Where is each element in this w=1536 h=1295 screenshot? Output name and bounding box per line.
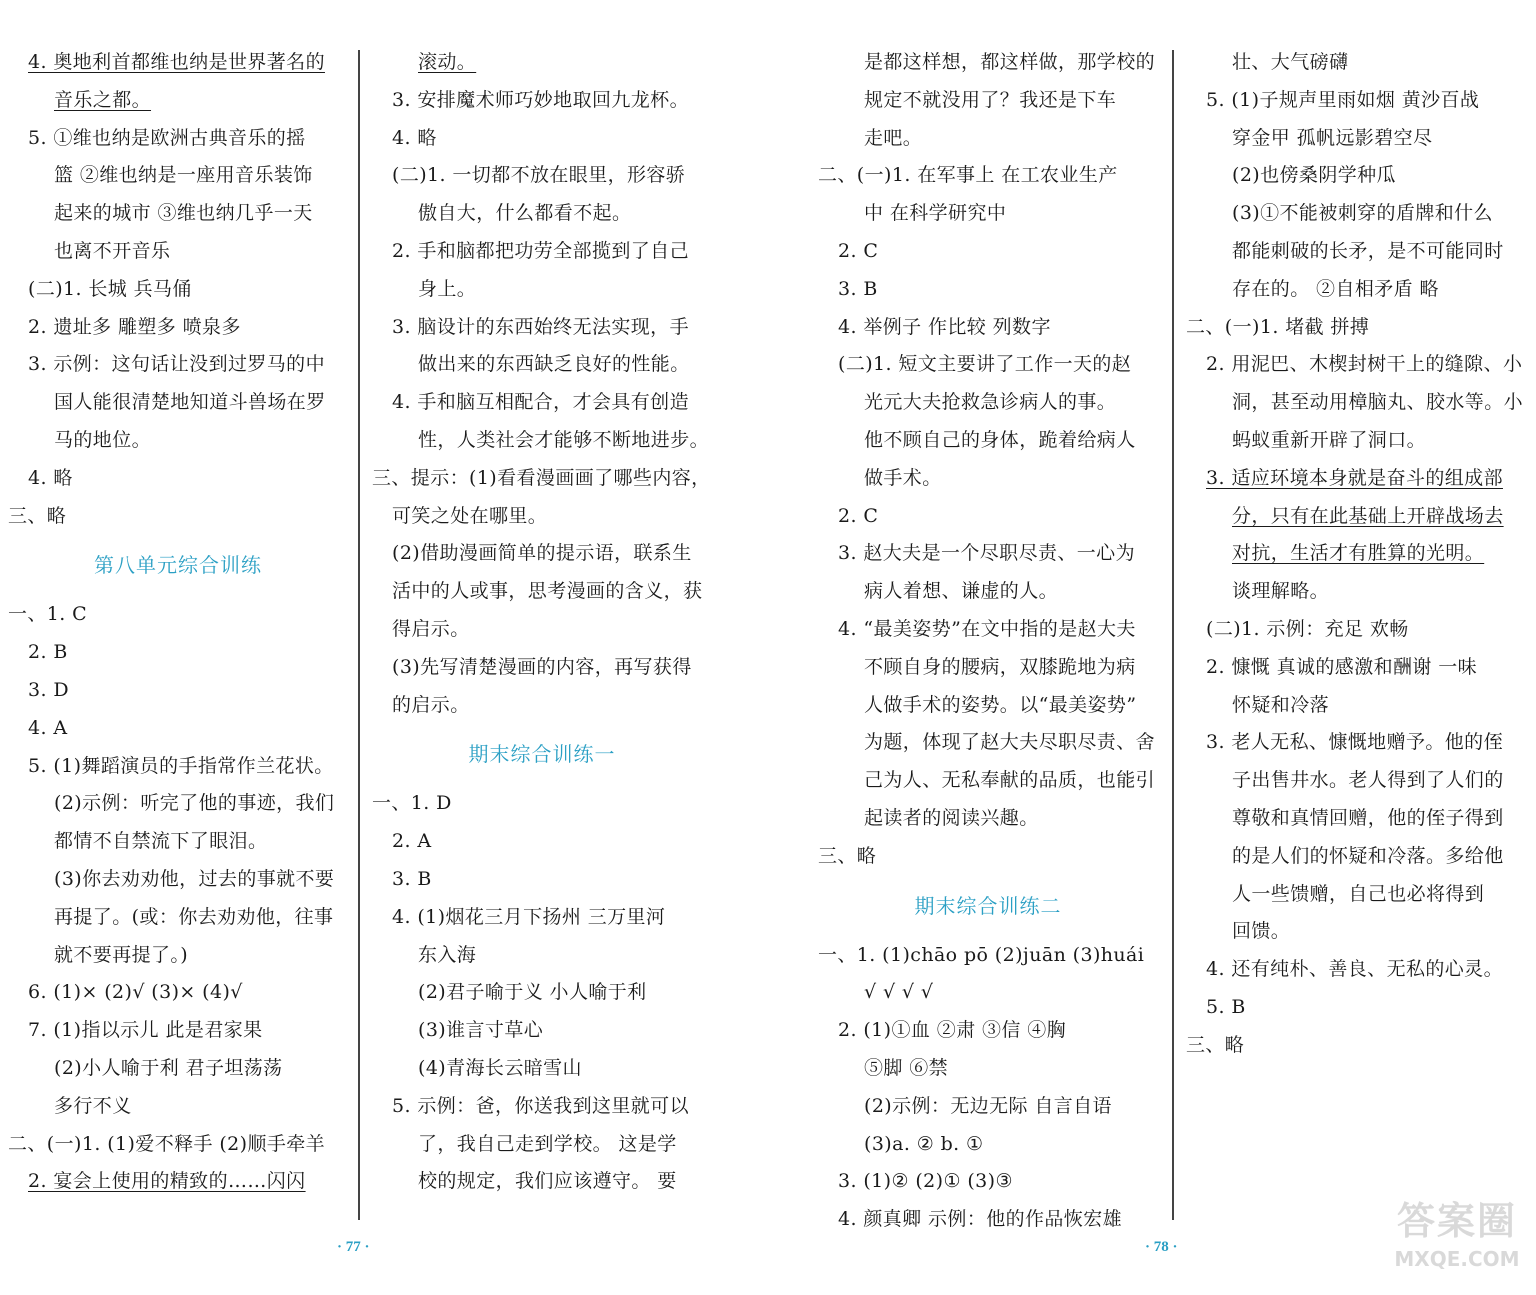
- answer-line: 穿金甲 孤帆远影碧空尽: [1232, 126, 1433, 149]
- answer-line: 5. 示例：爸，你送我到这里就可以: [392, 1094, 689, 1117]
- answer-line: 3. B: [392, 867, 432, 890]
- answer-line: 二、(一)1. 堵截 拼搏: [1186, 315, 1370, 338]
- answer-line: 三、略: [1186, 1033, 1245, 1056]
- answer-line: 做出来的东西缺乏良好的性能。: [418, 353, 690, 376]
- answer-line: 再提了。(或：你去劝劝他，往事: [54, 905, 334, 928]
- answer-line: 二、(一)1. (1)爱不释手 (2)顺手牵羊: [8, 1132, 326, 1155]
- answer-line: 活中的人或事，思考漫画的含义，获: [392, 580, 703, 603]
- answer-line: 3. 老人无私、慷慨地赠予。他的侄: [1206, 731, 1503, 754]
- answer-line: 三、提示：(1)看看漫画画了哪些内容，: [372, 466, 711, 489]
- answer-line: 3. 示例：这句话让没到过罗马的中: [28, 353, 325, 376]
- answer-line: 多行不义: [54, 1094, 132, 1117]
- answer-line: ⑤脚 ⑥禁: [864, 1056, 949, 1079]
- answer-line: (3)先写清楚漫画的内容，再写获得: [392, 655, 692, 678]
- answer-line: 的是人们的怀疑和冷落。多给他: [1232, 844, 1504, 867]
- answer-line: (3)谁言寸草心: [418, 1019, 544, 1042]
- answer-line: 6. (1)× (2)√ (3)× (4)√: [28, 981, 243, 1004]
- answer-line: (4)青海长云暗雪山: [418, 1056, 582, 1079]
- column-3: [818, 44, 1158, 1239]
- answer-line: 的启示。: [392, 693, 470, 716]
- answer-line: 是都这样想，都这样做，那学校的: [864, 51, 1156, 73]
- answer-line: 5. (1)舞蹈演员的手指常作兰花状。: [28, 754, 334, 777]
- answer-line: 7. (1)指以示儿 此是君家果: [28, 1019, 263, 1042]
- answer-line: 洞，甚至动用樟脑丸、胶水等。小: [1232, 391, 1524, 414]
- section-heading: 第八单元综合训练: [94, 553, 262, 578]
- answer-line: 谈理解略。: [1232, 580, 1330, 603]
- answer-line: 做手术。: [864, 466, 942, 489]
- answer-line: 4. 略: [392, 126, 437, 149]
- answer-line: 4. 手和脑互相配合，才会具有创造: [392, 391, 689, 414]
- answer-line: (2)小人喻于利 君子坦荡荡: [54, 1056, 283, 1079]
- answer-line: 2. 用泥巴、木楔封树干上的缝隙、小: [1206, 353, 1523, 376]
- answer-line: 己为人、无私奉献的品质，也能引: [864, 769, 1156, 792]
- answer-line: (2)示例：听完了他的事迹，我们: [54, 792, 335, 815]
- answer-line: 3. 安排魔术师巧妙地取回九龙杯。: [392, 88, 689, 111]
- answer-line: 2. C: [838, 504, 879, 527]
- answer-line: √ √ √ √: [864, 981, 934, 1004]
- answer-line: 得启示。: [392, 617, 470, 640]
- answer-line: 都情不自禁流下了眼泪。: [54, 830, 268, 853]
- answer-line: 3. B: [838, 277, 878, 300]
- answer-line: 子出售井水。老人得到了人们的: [1232, 769, 1504, 792]
- answer-line: 2. 慷慨 真诚的感激和酬谢 一味: [1206, 655, 1478, 678]
- answer-line: 3. (1)② (2)① (3)③: [838, 1170, 1013, 1193]
- answer-line: 4. A: [28, 716, 68, 739]
- answer-line: 东入海: [418, 943, 477, 966]
- answer-line: 马的地位。: [54, 428, 152, 451]
- answer-line: 都能刺破的长矛，是不可能同时: [1232, 239, 1504, 262]
- answer-line: 音乐之都。: [54, 88, 152, 111]
- answer-line: 4. 略: [28, 466, 73, 489]
- answer-line: 存在的。 ②自相矛盾 略: [1232, 277, 1439, 300]
- answer-line: 校的规定，我们应该遵守。 要: [418, 1170, 677, 1193]
- answer-line: 可笑之处在哪里。: [392, 504, 548, 527]
- answer-line: 中 在科学研究中: [864, 202, 1007, 225]
- page-number-left: · 77 ·: [337, 1239, 370, 1255]
- answer-line: (二)1. 长城 兵马俑: [28, 277, 192, 300]
- answer-line: 一、1. C: [8, 603, 88, 626]
- answer-line: 他不顾自己的身体，跪着给病人: [864, 428, 1136, 451]
- page-number-right: · 78 ·: [1145, 1239, 1178, 1255]
- answer-line: 尊敬和真情回赠，他的侄子得到: [1232, 806, 1504, 829]
- answer-line: 怀疑和冷落: [1232, 693, 1330, 716]
- answer-line: 4. 颜真卿 示例：他的作品恢宏雄: [838, 1208, 1123, 1231]
- answer-line: 三、略: [8, 504, 67, 527]
- column-divider: [358, 50, 360, 1220]
- answer-line: 2. C: [838, 239, 879, 262]
- answer-line: 分，只有在此基础上开辟战场去: [1232, 504, 1504, 527]
- answer-line: 2. 宴会上使用的精致的……闪闪: [28, 1170, 306, 1193]
- answer-line: 一、1. (1)chāo pō (2)juān (3)huái: [818, 943, 1145, 966]
- answer-line: 起读者的阅读兴趣。: [864, 806, 1039, 829]
- answer-line: 人做手术的姿势。以“最美姿势”: [864, 693, 1137, 716]
- answer-line: 2. (1)①血 ②肃 ③信 ④胸: [838, 1019, 1067, 1042]
- answer-line: (3)①不能被刺穿的盾牌和什么: [1232, 202, 1493, 225]
- answer-line: 4. (1)烟花三月下扬州 三万里河: [392, 905, 666, 928]
- column-divider: [1172, 50, 1174, 1220]
- answer-line: 光元大夫抢救急诊病人的事。: [864, 391, 1117, 414]
- answer-line: 3. 适应环境本身就是奋斗的组成部: [1206, 466, 1503, 489]
- answer-line: 4. 举例子 作比较 列数字: [838, 315, 1051, 338]
- answer-line: 不顾自身的腰病，双膝跪地为病: [864, 655, 1136, 678]
- answer-line: 病人着想、谦虚的人。: [864, 580, 1059, 603]
- answer-line: 人一些馈赠，自己也必将得到: [1232, 882, 1485, 905]
- answer-line: 篮 ②维也纳是一座用音乐装饰: [54, 164, 313, 187]
- answer-line: (3)a. ② b. ①: [864, 1132, 984, 1155]
- answer-line: 5. ①维也纳是欧洲古典音乐的摇: [28, 126, 306, 149]
- answer-line: 回馈。: [1232, 920, 1291, 943]
- answer-line: 二、(一)1. 在军事上 在工农业生产: [818, 164, 1118, 187]
- answer-line: 起来的城市 ③维也纳几乎一天: [54, 202, 313, 225]
- answer-line: 对抗，生活才有胜算的光明。: [1232, 542, 1485, 565]
- answer-line: 三、略: [818, 844, 877, 867]
- answer-line: 蚂蚁重新开辟了洞口。: [1232, 428, 1427, 451]
- column-4: [1186, 44, 1526, 1065]
- answer-line: 2. 手和脑都把功劳全部揽到了自己: [392, 239, 689, 262]
- answer-line: 3. 赵大夫是一个尽职尽责、一心为: [838, 542, 1135, 565]
- answer-line: 5. (1)子规声里雨如烟 黄沙百战: [1206, 88, 1480, 111]
- answer-line: (二)1. 短文主要讲了工作一天的赵: [838, 353, 1132, 376]
- answer-line: 也离不开音乐: [54, 239, 171, 262]
- answer-line: 性，人类社会才能够不断地进步。: [418, 428, 710, 451]
- answer-line: 了，我自己走到学校。 这是学: [418, 1132, 677, 1155]
- section-heading: 期末综合训练二: [914, 893, 1062, 918]
- answer-line: 走吧。: [864, 126, 923, 149]
- answer-line: (3)你去劝劝他，过去的事就不要: [54, 867, 335, 890]
- answer-line: 一、1. D: [372, 792, 452, 815]
- answer-line: (2)君子喻于义 小人喻于利: [418, 981, 647, 1004]
- answer-line: 就不要再提了。): [54, 943, 189, 966]
- answer-line: 2. 遗址多 雕塑多 喷泉多: [28, 315, 241, 338]
- answer-line: 为题，体现了赵大夫尽职尽责、舍: [864, 731, 1156, 754]
- answer-line: 4. 奥地利首都维也纳是世界著名的: [28, 51, 325, 73]
- column-2: [372, 44, 712, 1201]
- answer-line: 2. B: [28, 641, 68, 664]
- answer-line: 身上。: [418, 277, 477, 300]
- answer-line: 3. D: [28, 678, 70, 701]
- answer-line: (2)也傍桑阴学种瓜: [1232, 164, 1396, 187]
- answer-line: (2)借助漫画简单的提示语，联系生: [392, 542, 692, 565]
- answer-line: 3. 脑设计的东西始终无法实现，手: [392, 315, 689, 338]
- answer-line: 2. A: [392, 830, 432, 853]
- section-heading: 期末综合训练一: [468, 742, 616, 767]
- answer-line: (二)1. 一切都不放在眼里，形容骄: [392, 164, 686, 187]
- watermark: [1392, 1198, 1522, 1290]
- column-1: [8, 44, 348, 1201]
- answer-line: 规定不就没用了？我还是下车: [864, 88, 1117, 111]
- answer-line: 5. B: [1206, 995, 1246, 1018]
- answer-line: 滚动。: [418, 51, 477, 73]
- answer-line: (2)示例：无边无际 自言自语: [864, 1094, 1112, 1117]
- answer-line: 国人能很清楚地知道斗兽场在罗: [54, 391, 326, 414]
- answer-line: 4. “最美姿势”在文中指的是赵大夫: [838, 617, 1136, 640]
- watermark-logo: 答案圈: [1396, 1199, 1517, 1243]
- watermark-url: MXQE.COM: [1394, 1247, 1520, 1271]
- answer-line: 壮、大气磅礴: [1232, 51, 1349, 73]
- answer-line: (二)1. 示例：充足 欢畅: [1206, 617, 1409, 640]
- answer-line: 傲自大，什么都看不起。: [418, 202, 632, 225]
- answer-line: 4. 还有纯朴、善良、无私的心灵。: [1206, 958, 1503, 981]
